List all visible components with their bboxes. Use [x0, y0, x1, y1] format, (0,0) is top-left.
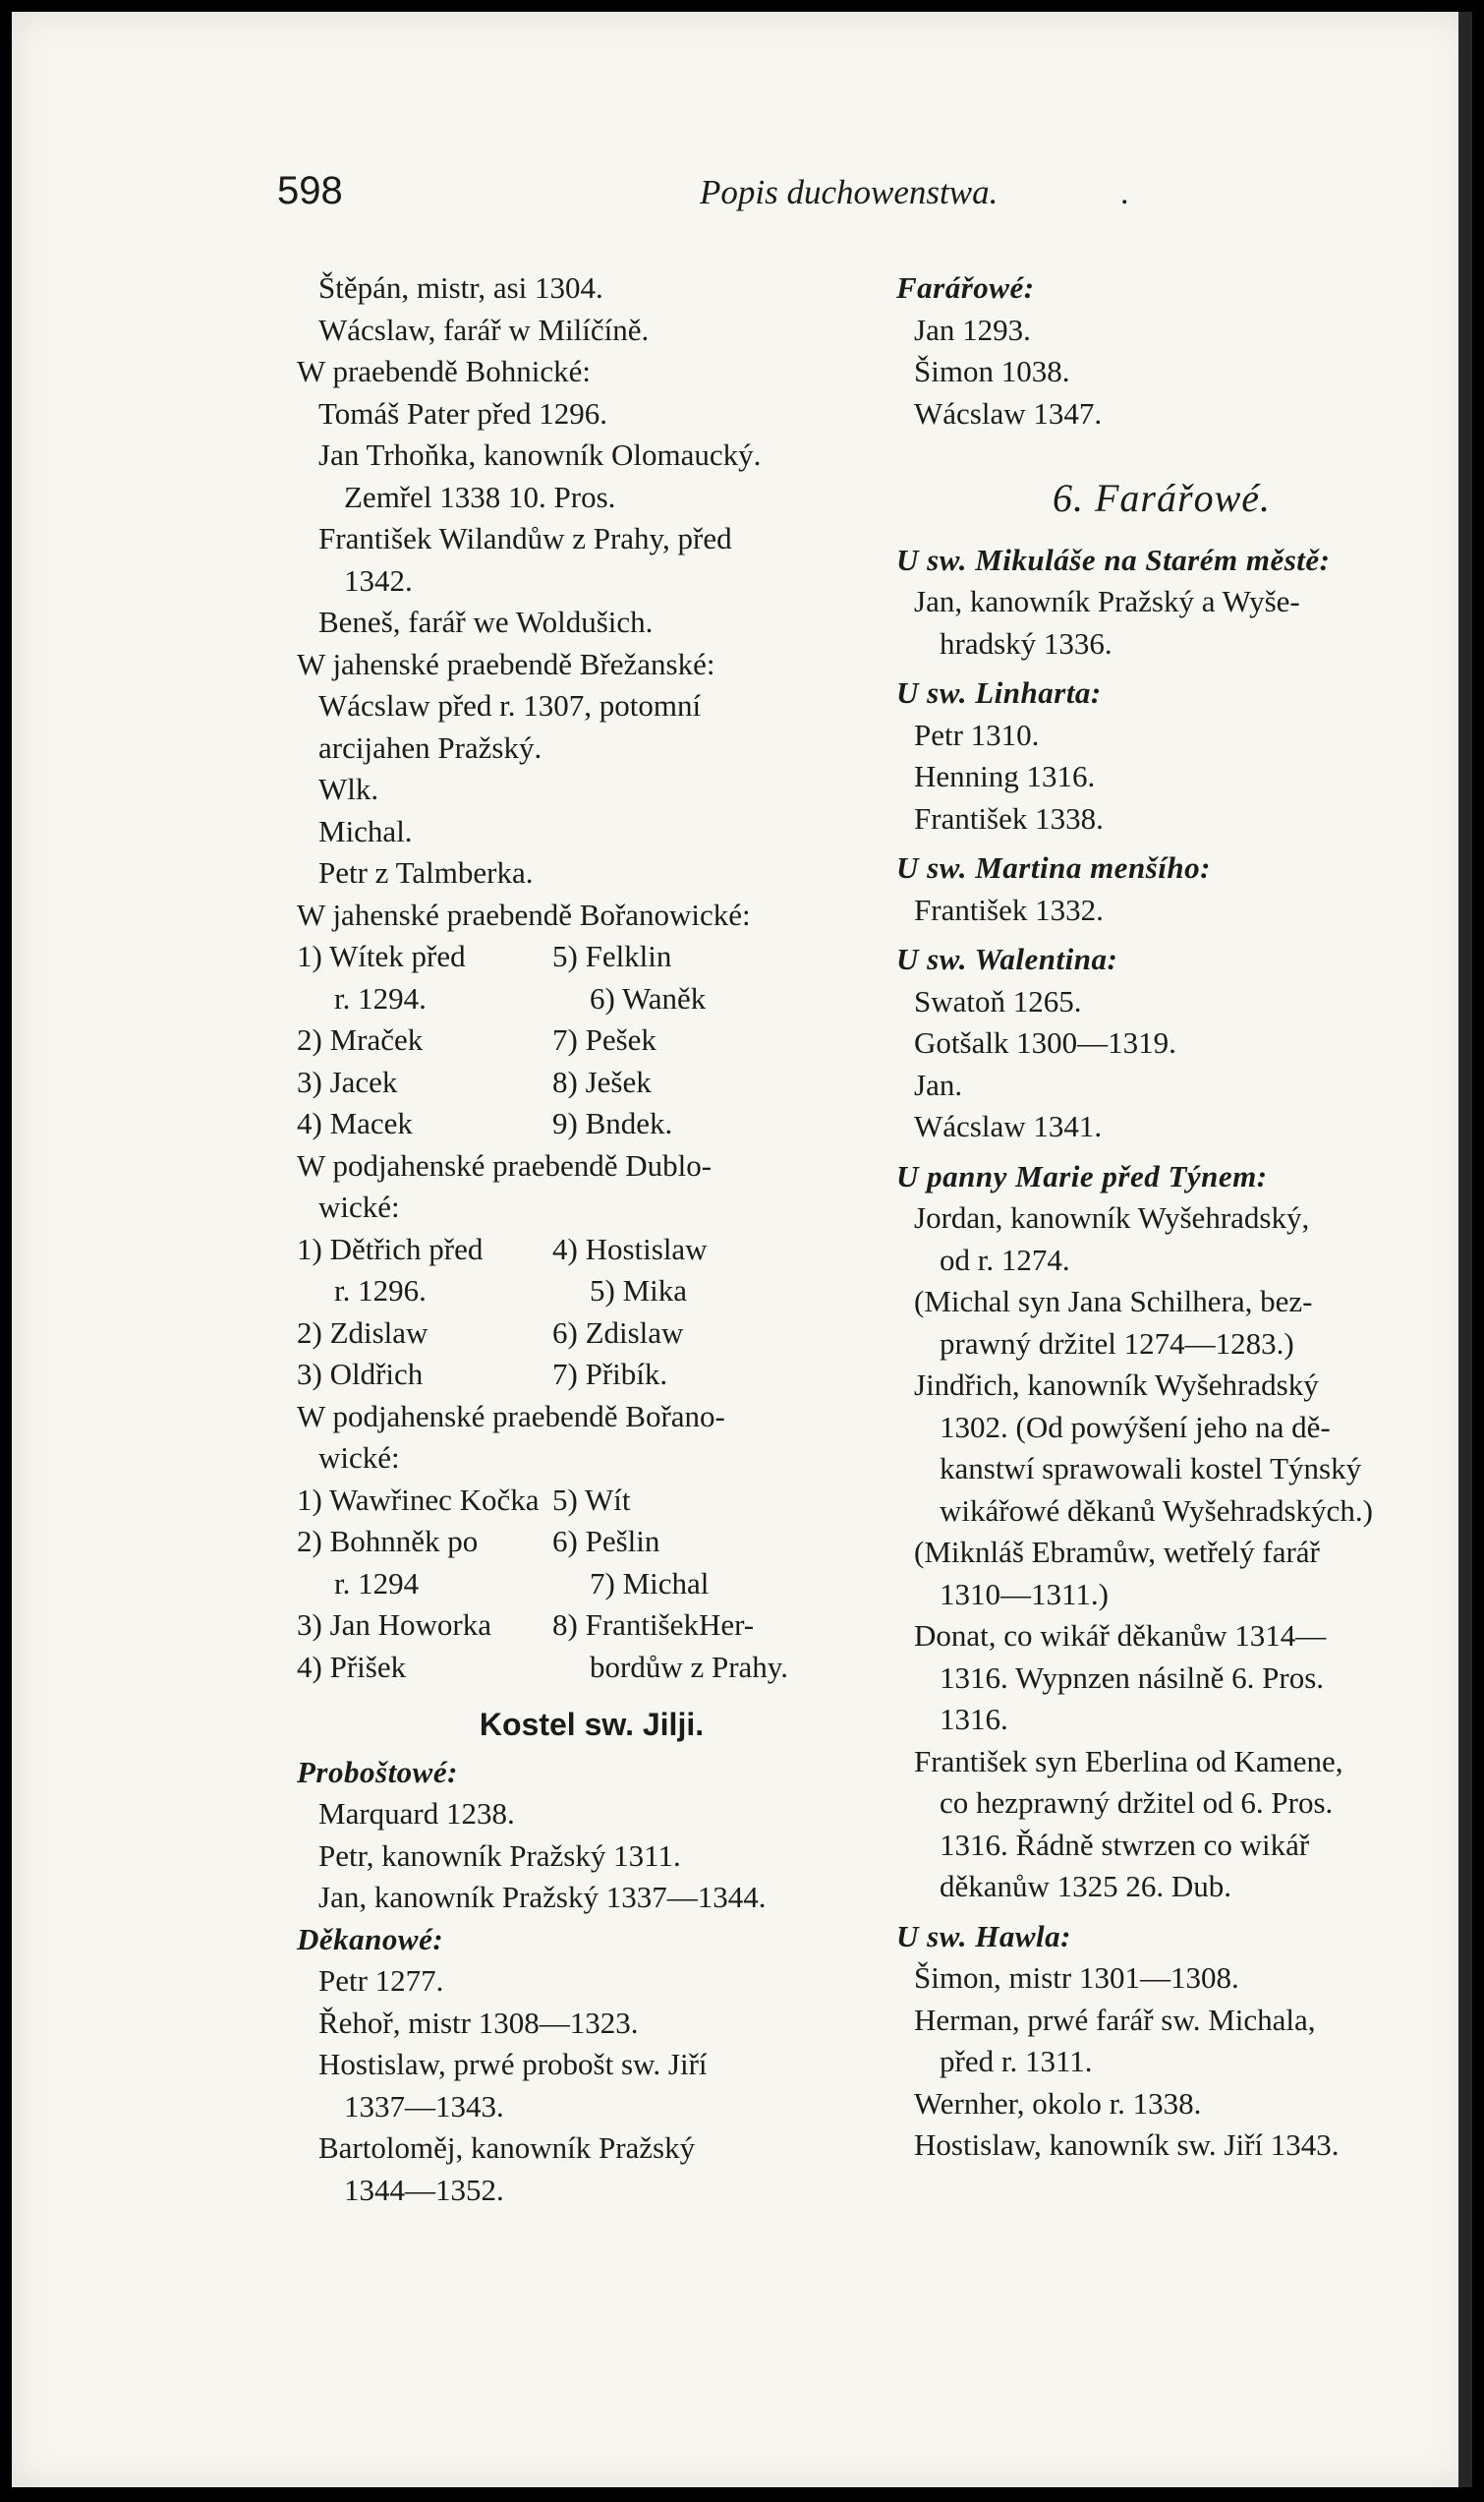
label-dekanowe: Děkanowé: — [297, 1921, 444, 1956]
left-lines-a — [297, 267, 847, 936]
running-title: Popis duchowenstwa. — [700, 173, 999, 211]
text-line: Tomáš Pater před 1296. — [318, 395, 607, 431]
text-line: wické: — [318, 1190, 400, 1224]
list-item: František syn Eberlina od Kamene, — [914, 1743, 1343, 1778]
text-line: Michal. — [318, 813, 413, 848]
text-line: Štěpán, mistr, asi 1304. — [318, 270, 603, 305]
list-item: Hostislaw, prwé probošt sw. Jiří — [318, 2047, 708, 2081]
list-item: Petr 1310. — [914, 717, 1040, 752]
grid-cell: 1) Wítek před — [297, 939, 466, 973]
list-item: Swatoň 1265. — [914, 983, 1082, 1018]
list-item: Marquard 1238. — [318, 1796, 515, 1831]
list-item: Wernher, okolo r. 1338. — [914, 2085, 1202, 2121]
grid-cell: 4) Přišek — [297, 1649, 407, 1684]
list-item: Hostislaw, kanowník sw. Jiří 1343. — [914, 2127, 1340, 2162]
list-item: Bartoloměj, kanowník Pražský — [318, 2130, 696, 2165]
group-label-hawla: U sw. Hawla: — [896, 1918, 1071, 1953]
grid-cell: 1) Dětřich před — [297, 1231, 484, 1266]
grid-cell: 5) Wít — [552, 1482, 631, 1517]
list-item: (Miknláš Ebramůw, wetřelý farář — [914, 1535, 1320, 1569]
text-line: W praebendě Bohnické: — [297, 354, 591, 388]
group-label-martina: U sw. Martina menšího: — [896, 850, 1211, 885]
grid-cell: 3) Jan Howorka — [297, 1607, 492, 1642]
text-line: W podjahenské praebendě Dublo- — [297, 1147, 713, 1183]
text-line: Jan Trhoňka, kanowník Olomaucký. — [318, 437, 762, 472]
grid-dublowicke — [297, 1229, 847, 1396]
grid-cell: r. 1296. — [334, 1273, 427, 1308]
list-item: 1310—1311.) — [940, 1576, 1109, 1611]
text-line: 1342. — [344, 562, 413, 598]
list-item: od r. 1274. — [940, 1242, 1070, 1277]
page-number: 598 — [277, 169, 343, 212]
grid-row — [297, 1229, 847, 1271]
list-item: Henning 1316. — [914, 759, 1096, 793]
list-item: Jan, kanowník Pražský 1337—1344. — [318, 1880, 767, 1914]
grid-cell: 5) Felklin — [552, 939, 672, 973]
grid-cell: 3) Jacek — [297, 1064, 398, 1099]
grid-cell: 5) Mika — [590, 1273, 688, 1308]
grid-cell: 6) Waněk — [590, 980, 707, 1016]
grid-cell: 6) Pešlin — [552, 1524, 660, 1558]
grid-cell: 9) Bndek. — [552, 1106, 673, 1140]
dekan-list — [297, 1960, 847, 2211]
text-line: Wlk. — [318, 772, 379, 806]
grid-boranowicke — [297, 936, 847, 1145]
grid-cell: 7) Přibík. — [552, 1357, 668, 1391]
text-line: František Wilandůw z Prahy, před — [318, 521, 732, 555]
list-item: Šimon, mistr 1301—1308. — [914, 1960, 1239, 1995]
list-item: kanstwí sprawowali kostel Týnský — [940, 1451, 1362, 1485]
text-line: Wácslaw, farář w Milíčíně. — [318, 312, 650, 347]
list-item: wikářowé děkanů Wyšehradských.) — [940, 1492, 1373, 1528]
text-line: W jahenské praebendě Břežanské: — [297, 646, 715, 681]
text-line: W jahenské praebendě Bořanowické: — [297, 897, 751, 932]
section-title-fararowe: 6. Farářowé. — [1053, 476, 1271, 520]
grid-row — [297, 1312, 847, 1355]
grid-cell: 4) Macek — [297, 1106, 413, 1140]
list-item: Šimon 1038. — [914, 354, 1070, 388]
list-item: Petr 1277. — [318, 1963, 444, 1998]
list-item: prawný držitel 1274—1283.) — [940, 1325, 1294, 1361]
grid-cell: 1) Wawřinec Kočka — [297, 1482, 540, 1517]
group-label-mikulase: U sw. Mikuláše na Starém městě: — [896, 542, 1331, 577]
text-line: wické: — [318, 1440, 400, 1475]
left-column — [297, 267, 847, 2211]
list-item: Jan 1293. — [914, 312, 1031, 347]
list-item: Jan, kanowník Pražský a Wyše- — [914, 584, 1300, 618]
grid-cell: 7) Michal — [590, 1565, 710, 1600]
list-item: Jan. — [914, 1067, 963, 1102]
grid-cell: 6) Zdislaw — [552, 1314, 684, 1350]
grid-cell: bordůw z Prahy. — [590, 1649, 789, 1684]
list-item: Řehoř, mistr 1308—1323. — [318, 2005, 639, 2040]
list-item: (Michal syn Jana Schilhera, bez- — [914, 1284, 1313, 1318]
right-column — [896, 267, 1427, 2167]
grid-cell: r. 1294. — [334, 980, 427, 1016]
grid-row — [297, 1062, 847, 1104]
grid-cell: 2) Bohnněk po — [297, 1524, 479, 1558]
list-item: Jordan, kanowník Wyšehradský, — [914, 1200, 1310, 1235]
text-line: W podjahenské praebendě Bořano- — [297, 1398, 725, 1433]
grid-row — [297, 1521, 847, 1563]
grid-cell: 8) FrantišekHer- — [552, 1607, 755, 1642]
label-probostowe: Proboštowé: — [297, 1754, 458, 1789]
grid-row — [297, 1270, 847, 1312]
list-item: Donat, co wikář děkanůw 1314— — [914, 1618, 1327, 1653]
grid-boranowicke-podjahenske — [297, 1480, 847, 1689]
list-item: Wácslaw 1341. — [914, 1109, 1103, 1143]
grid-row — [297, 978, 847, 1020]
list-item: 1344—1352. — [344, 2172, 504, 2207]
group-label-linharta: U sw. Linharta: — [896, 675, 1102, 710]
grid-row — [297, 1354, 847, 1396]
grid-row — [297, 1647, 847, 1689]
list-item: děkanůw 1325 26. Dub. — [940, 1869, 1232, 1903]
text-line: Petr z Talmberka. — [318, 855, 534, 890]
section-title-kostel-jilji: Kostel sw. Jilji. — [479, 1707, 705, 1742]
list-item: Gotšalk 1300—1319. — [914, 1025, 1176, 1060]
list-item: Herman, prwé farář sw. Michala, — [914, 2002, 1316, 2037]
left-lines-c — [297, 1396, 847, 1480]
left-lines-b — [297, 1145, 847, 1229]
list-item: hradský 1336. — [940, 625, 1113, 661]
grid-row — [297, 1103, 847, 1145]
text-line: Wácslaw před r. 1307, potomní — [318, 688, 702, 723]
grid-row — [297, 1480, 847, 1522]
probost-list — [297, 1793, 847, 1919]
text-line: Zemřel 1338 10. Pros. — [344, 479, 616, 514]
list-item: před r. 1311. — [940, 2044, 1093, 2078]
grid-row — [297, 1563, 847, 1605]
list-item: 1337—1343. — [344, 2088, 504, 2124]
grid-cell: 2) Zdislaw — [297, 1314, 428, 1350]
grid-cell: 4) Hostislaw — [552, 1231, 708, 1266]
list-item: František 1332. — [914, 892, 1104, 927]
group-label-walentina: U sw. Walentina: — [896, 942, 1118, 976]
text-line: Beneš, farář we Woldušich. — [318, 605, 654, 639]
grid-row — [297, 936, 847, 978]
grid-row — [297, 1019, 847, 1062]
grid-row — [297, 1604, 847, 1647]
list-item: 1316. Řádně stwrzen co wikář — [940, 1827, 1310, 1862]
grid-cell: 3) Oldřich — [297, 1357, 424, 1391]
grid-cell: r. 1294 — [334, 1565, 420, 1600]
grid-cell: 8) Ješek — [552, 1064, 652, 1099]
label-fararowe: Farářowé: — [896, 270, 1035, 305]
list-item: František 1338. — [914, 800, 1104, 836]
list-item: Petr, kanowník Pražský 1311. — [318, 1837, 681, 1873]
list-item: Jindřich, kanowník Wyšehradský — [914, 1367, 1319, 1402]
list-item: Wácslaw 1347. — [914, 395, 1103, 431]
list-item: 1316. — [940, 1702, 1008, 1736]
grid-cell: 2) Mraček — [297, 1022, 424, 1057]
list-item: 1316. Wypnzen násilně 6. Pros. — [940, 1659, 1325, 1695]
page-edge — [1458, 12, 1472, 2487]
list-item: co hezprawný držitel od 6. Pros. — [940, 1785, 1334, 1820]
list-item: 1302. (Od powýšení jeho na dě- — [940, 1409, 1331, 1444]
text-line: arcijahen Pražský. — [318, 729, 542, 765]
group-label-tyn: U panny Marie před Týnem: — [896, 1158, 1268, 1193]
header-mark: . — [1120, 175, 1129, 211]
grid-cell: 7) Pešek — [552, 1022, 656, 1057]
